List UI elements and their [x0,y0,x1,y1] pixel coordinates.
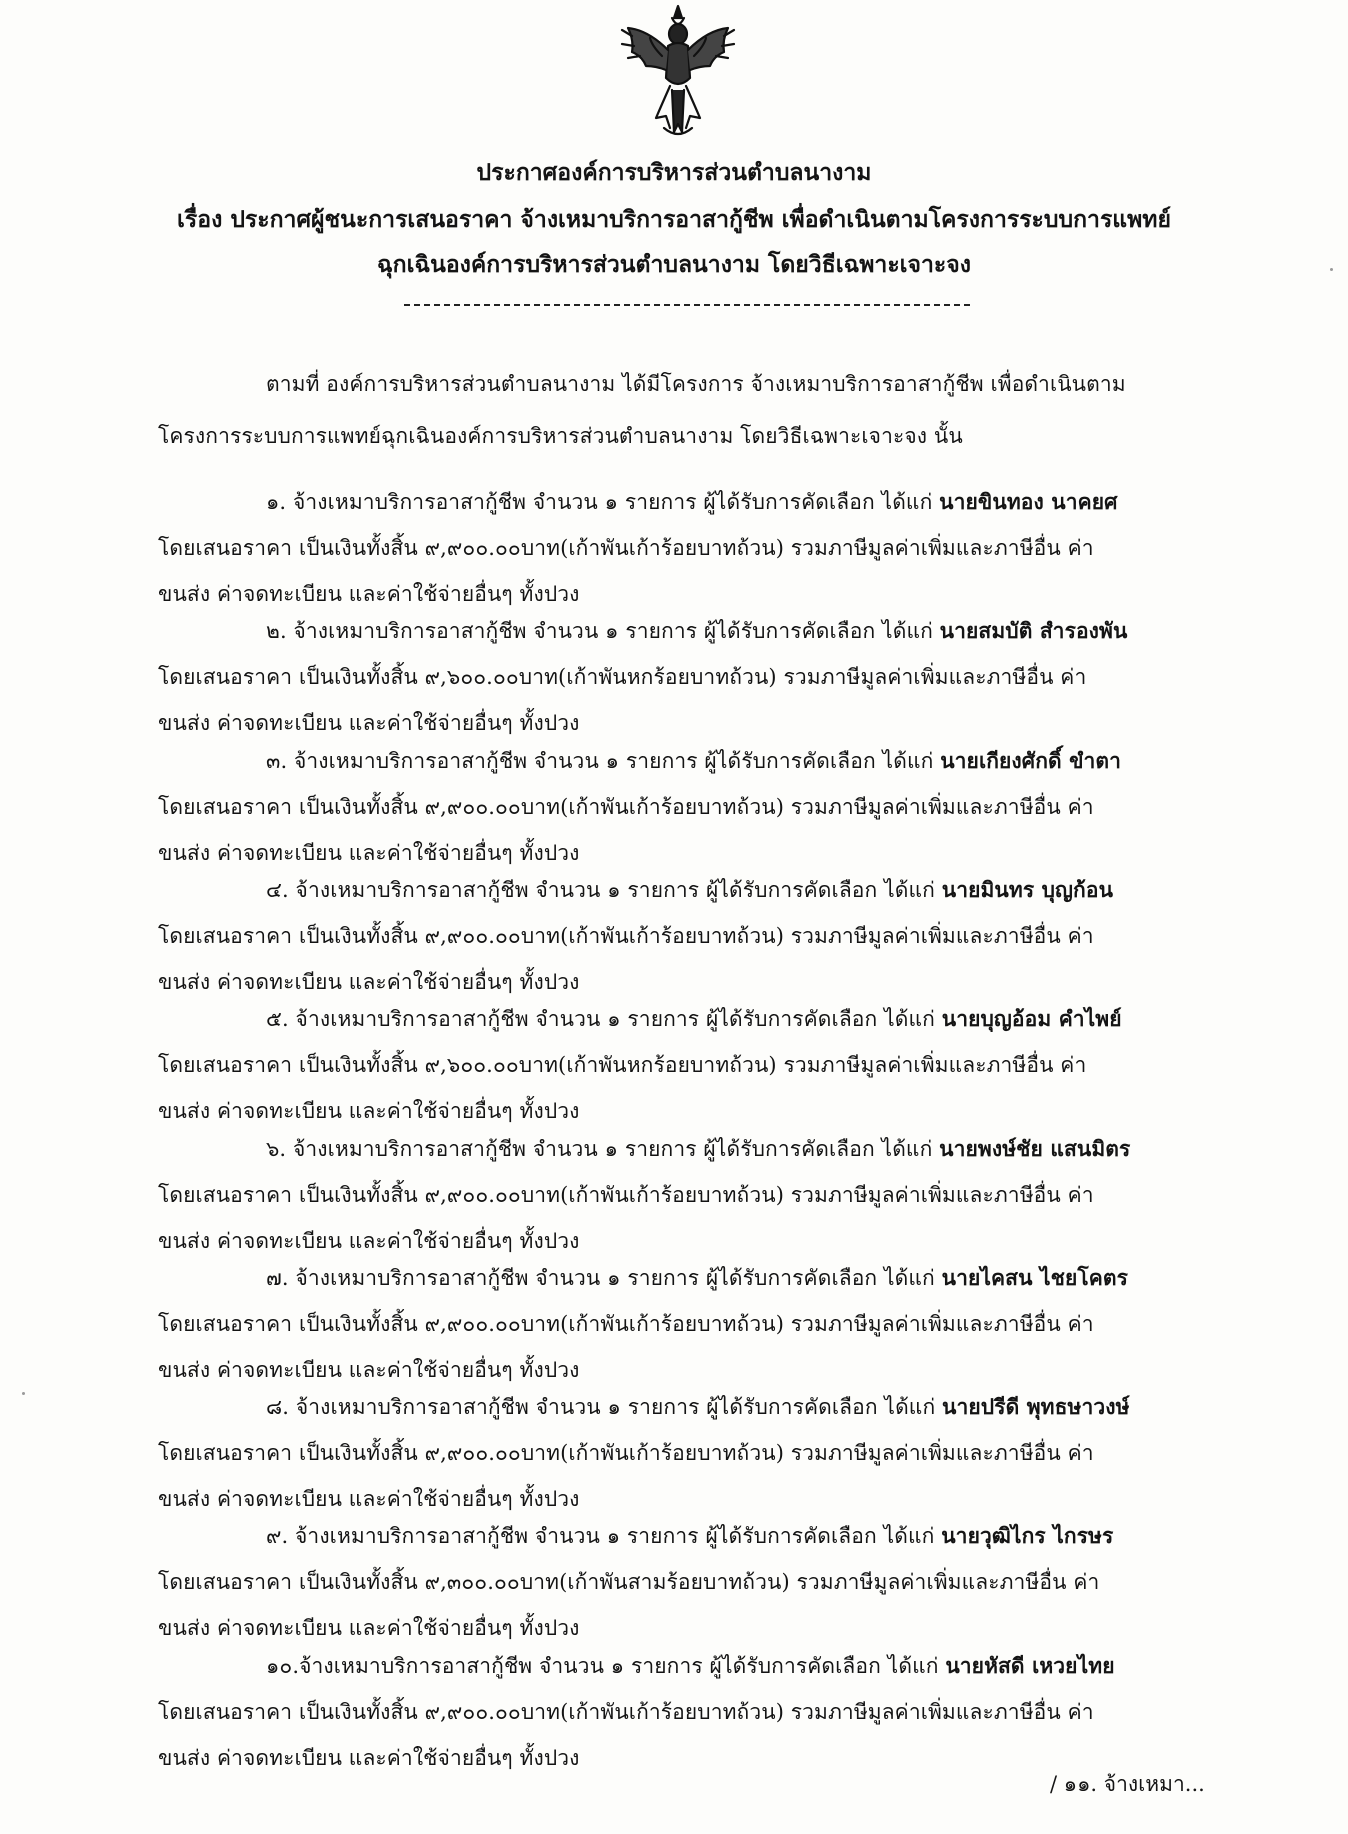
winner-item [0,1522,1348,1652]
item-terms: ขนส่ง ค่าจดทะเบียน และค่าใช้จ่ายอื่นๆ ทั้งปวง [158,1616,580,1641]
item-lead-text: ๔. จ้างเหมาบริการอาสากู้ชีพ จำนวน ๑ รายการ ผู้ได้รับการคัดเลือก ได้แก่ [266,877,942,902]
item-lead-text: ๗. จ้างเหมาบริการอาสากู้ชีพ จำนวน ๑ รายการ ผู้ได้รับการคัดเลือก ได้แก่ [266,1265,942,1290]
intro-paragraph-line-2: โครงการระบบการแพทย์ฉุกเฉินองค์การบริหารส่วนตำบลนางาม โดยวิธีเฉพาะเจาะจง นั้น [158,424,963,448]
item-terms: ขนส่ง ค่าจดทะเบียน และค่าใช้จ่ายอื่นๆ ทั้งปวง [158,969,580,994]
winner-name: นายหัสดี เหวยไทย [945,1652,1115,1678]
heading-divider [404,304,970,306]
item-price: โดยเสนอราคา เป็นเงินทั้งสิ้น ๙,๙๐๐.๐๐บาท(เก้าพันเก้าร้อยบาทถ้วน) รวมภาษีมูลค่าเพิ่มและภาษีอื่น ค่า [158,794,1094,819]
winner-name: นายมินทร บุญก้อน [941,876,1114,902]
winner-name: นายพงษ์ชัย แสนมิตร [939,1135,1131,1161]
item-description [266,876,1113,904]
item-price: โดยเสนอราคา เป็นเงินทั้งสิ้น ๙,๙๐๐.๐๐บาท(เก้าพันเก้าร้อยบาทถ้วน) รวมภาษีมูลค่าเพิ่มและภาษีอื่น ค่า [158,1441,1094,1466]
item-terms: ขนส่ง ค่าจดทะเบียน และค่าใช้จ่ายอื่นๆ ทั้งปวง [158,582,580,606]
item-price: โดยเสนอราคา เป็นเงินทั้งสิ้น ๙,๖๐๐.๐๐บาท(เก้าพันหกร้อยบาทถ้วน) รวมภาษีมูลค่าเพิ่มและภาษีอื่น ค่า [158,1053,1087,1078]
winner-name: นายเกียงศักดิ์ ขำตา [940,747,1122,773]
item-price: โดยเสนอราคา เป็นเงินทั้งสิ้น ๙,๙๐๐.๐๐บาท(เก้าพันเก้าร้อยบาทถ้วน) รวมภาษีมูลค่าเพิ่มและภาษีอื่น ค่า [158,1699,1094,1724]
winner-item [0,617,1348,747]
winner-item [0,1005,1348,1135]
item-price: โดยเสนอราคา เป็นเงินทั้งสิ้น ๙,๙๐๐.๐๐บาท(เก้าพันเก้าร้อยบาทถ้วน) รวมภาษีมูลค่าเพิ่มและภาษีอื่น ค่า [158,1311,1094,1336]
item-terms: ขนส่ง ค่าจดทะเบียน และค่าใช้จ่ายอื่นๆ ทั้งปวง [158,840,580,865]
item-lead-text: ๙. จ้างเหมาบริการอาสากู้ชีพ จำนวน ๑ รายการ ผู้ได้รับการคัดเลือก ได้แก่ [266,1524,942,1549]
item-description [266,1135,1130,1163]
winner-item [0,1135,1348,1265]
winner-item [0,1652,1348,1782]
announcement-title: ประกาศองค์การบริหารส่วนตำบลนางาม [476,159,872,186]
item-terms: ขนส่ง ค่าจดทะเบียน และค่าใช้จ่ายอื่นๆ ทั้งปวง [158,1357,580,1382]
item-description [266,1652,1115,1680]
winner-item [0,488,1348,618]
page-continuation: / ๑๑. จ้างเหมา... [1050,1772,1205,1796]
winner-name: นายบุญอ้อม คำไพย์ [941,1006,1122,1032]
item-description [266,1393,1130,1421]
winner-name: นายปรีดี พุทธษาวงษ์ [942,1394,1130,1420]
winner-item [0,1393,1348,1523]
winner-item [0,1264,1348,1394]
item-terms: ขนส่ง ค่าจดทะเบียน และค่าใช้จ่ายอื่นๆ ทั้งปวง [158,711,580,736]
item-description [266,617,1127,645]
item-price: โดยเสนอราคา เป็นเงินทั้งสิ้น ๙,๙๐๐.๐๐บาท(เก้าพันเก้าร้อยบาทถ้วน) รวมภาษีมูลค่าเพิ่มและภาษีอื่น ค่า [158,1182,1094,1207]
item-lead-text: ๑. จ้างเหมาบริการอาสากู้ชีพ จำนวน ๑ รายการ ผู้ได้รับการคัดเลือก ได้แก่ [266,490,940,514]
item-description [266,1522,1113,1550]
item-price: โดยเสนอราคา เป็นเงินทั้งสิ้น ๙,๖๐๐.๐๐บาท(เก้าพันหกร้อยบาทถ้วน) รวมภาษีมูลค่าเพิ่มและภาษีอื่น ค่า [158,665,1087,690]
item-price: โดยเสนอราคา เป็นเงินทั้งสิ้น ๙,๙๐๐.๐๐บาท(เก้าพันเก้าร้อยบาทถ้วน) รวมภาษีมูลค่าเพิ่มและภาษีอื่น ค่า [158,923,1094,948]
item-description [266,1005,1122,1033]
scan-speck [1330,268,1333,271]
winner-item [0,747,1348,877]
garuda-emblem-icon [612,0,744,140]
item-terms: ขนส่ง ค่าจดทะเบียน และค่าใช้จ่ายอื่นๆ ทั้งปวง [158,1228,580,1253]
item-terms: ขนส่ง ค่าจดทะเบียน และค่าใช้จ่ายอื่นๆ ทั้งปวง [158,1099,580,1124]
item-lead-text: ๓. จ้างเหมาบริการอาสากู้ชีพ จำนวน ๑ รายการ ผู้ได้รับการคัดเลือก ได้แก่ [266,748,941,773]
winner-item [0,876,1348,1006]
item-price: โดยเสนอราคา เป็นเงินทั้งสิ้น ๙,๓๐๐.๐๐บาท(เก้าพันสามร้อยบาทถ้วน) รวมภาษีมูลค่าเพิ่มและภาษีอื่น ค่า [158,1570,1100,1595]
intro-paragraph-line-1: ตามที่ องค์การบริหารส่วนตำบลนางาม ได้มีโครงการ จ้างเหมาบริการอาสากู้ชีพ เพื่อดำเนินตาม [266,372,1126,396]
item-terms: ขนส่ง ค่าจดทะเบียน และค่าใช้จ่ายอื่นๆ ทั้งปวง [158,1745,580,1770]
item-terms: ขนส่ง ค่าจดทะเบียน และค่าใช้จ่ายอื่นๆ ทั้งปวง [158,1487,580,1512]
winner-name: นายสมบัติ สำรองพัน [939,618,1128,644]
scan-speck [22,1392,25,1395]
announcement-subject-continued: ฉุกเฉินองค์การบริหารส่วนตำบลนางาม โดยวิธีเฉพาะเจาะจง [376,251,971,278]
item-lead-text: ๑๐.จ้างเหมาบริการอาสากู้ชีพ จำนวน ๑ รายการ ผู้ได้รับการคัดเลือก ได้แก่ [266,1653,946,1678]
winner-name: นายขินทอง นาคยศ [939,489,1118,514]
item-description [266,1264,1128,1292]
item-description [266,488,1118,516]
winner-name: นายวุฒิไกร ไกรษร [941,1523,1114,1549]
item-lead-text: ๖. จ้างเหมาบริการอาสากู้ชีพ จำนวน ๑ รายการ ผู้ได้รับการคัดเลือก ได้แก่ [266,1136,940,1161]
item-price: โดยเสนอราคา เป็นเงินทั้งสิ้น ๙,๙๐๐.๐๐บาท(เก้าพันเก้าร้อยบาทถ้วน) รวมภาษีมูลค่าเพิ่มและภาษีอื่น ค่า [158,536,1094,560]
item-lead-text: ๘. จ้างเหมาบริการอาสากู้ชีพ จำนวน ๑ รายการ ผู้ได้รับการคัดเลือก ได้แก่ [266,1395,943,1420]
winner-name: นายไคสน ไชยโคตร [941,1264,1129,1290]
item-lead-text: ๕. จ้างเหมาบริการอาสากู้ชีพ จำนวน ๑ รายการ ผู้ได้รับการคัดเลือก ได้แก่ [266,1007,942,1032]
item-lead-text: ๒. จ้างเหมาบริการอาสากู้ชีพ จำนวน ๑ รายการ ผู้ได้รับการคัดเลือก ได้แก่ [266,619,940,644]
announcement-subject: เรื่อง ประกาศผู้ชนะการเสนอราคา จ้างเหมาบริการอาสากู้ชีพ เพื่อดำเนินตามโครงการระบบการแพทย์ [177,206,1171,233]
item-description [266,747,1121,775]
